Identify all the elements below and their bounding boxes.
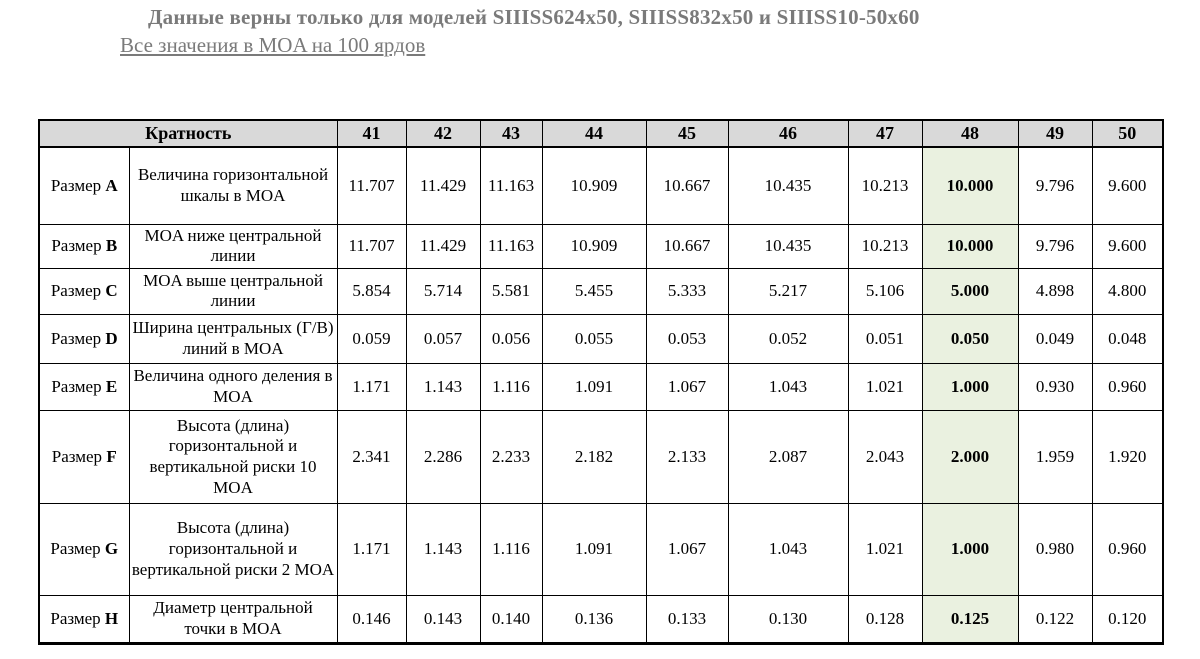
value-cell-C-46: 5.217 [728, 268, 848, 314]
value-cell-G-44: 1.091 [542, 503, 646, 595]
value-cell-H-46: 0.130 [728, 595, 848, 643]
value-cell-D-45: 0.053 [646, 314, 728, 363]
value-cell-E-42: 1.143 [406, 363, 480, 410]
value-cell-H-49: 0.122 [1018, 595, 1092, 643]
row-description-D: Ширина центральных (Г/В) линий в MOA [129, 314, 337, 363]
value-cell-F-43: 2.233 [480, 410, 542, 503]
value-cell-A-46: 10.435 [728, 147, 848, 224]
value-cell-G-45: 1.067 [646, 503, 728, 595]
value-cell-B-49: 9.796 [1018, 224, 1092, 268]
row-label-A: Размер A [39, 147, 129, 224]
value-cell-F-41: 2.341 [337, 410, 406, 503]
value-cell-D-50: 0.048 [1092, 314, 1163, 363]
magnification-header-48: 48 [922, 120, 1018, 147]
value-cell-G-42: 1.143 [406, 503, 480, 595]
value-cell-B-50: 9.600 [1092, 224, 1163, 268]
value-cell-G-41: 1.171 [337, 503, 406, 595]
value-cell-B-42: 11.429 [406, 224, 480, 268]
table-row-D [39, 314, 1163, 363]
value-cell-G-48: 1.000 [922, 503, 1018, 595]
value-cell-H-41: 0.146 [337, 595, 406, 643]
page-title: Данные верны только для моделей SIIISS624x50, SIIISS832x50 и SIIISS10-50x60 [148, 5, 920, 29]
value-cell-C-44: 5.455 [542, 268, 646, 314]
value-cell-F-42: 2.286 [406, 410, 480, 503]
magnification-header-43: 43 [480, 120, 542, 147]
row-label-E: Размер E [39, 363, 129, 410]
value-cell-H-45: 0.133 [646, 595, 728, 643]
table-row-G [39, 503, 1163, 595]
value-cell-C-43: 5.581 [480, 268, 542, 314]
value-cell-B-44: 10.909 [542, 224, 646, 268]
value-cell-F-44: 2.182 [542, 410, 646, 503]
value-cell-D-46: 0.052 [728, 314, 848, 363]
value-cell-A-50: 9.600 [1092, 147, 1163, 224]
table-header-row [39, 120, 1163, 147]
table-row-F [39, 410, 1163, 503]
moa-values-table [38, 119, 1164, 645]
magnification-header-49: 49 [1018, 120, 1092, 147]
value-cell-A-41: 11.707 [337, 147, 406, 224]
value-cell-D-44: 0.055 [542, 314, 646, 363]
page-subtitle: Все значения в MOA на 100 ярдов [120, 33, 426, 57]
value-cell-A-43: 11.163 [480, 147, 542, 224]
value-cell-E-41: 1.171 [337, 363, 406, 410]
value-cell-E-48: 1.000 [922, 363, 1018, 410]
table-row-A [39, 147, 1163, 224]
value-cell-G-50: 0.960 [1092, 503, 1163, 595]
value-cell-F-49: 1.959 [1018, 410, 1092, 503]
value-cell-C-49: 4.898 [1018, 268, 1092, 314]
value-cell-C-41: 5.854 [337, 268, 406, 314]
magnification-corner-header: Кратность [39, 120, 337, 147]
page-header [0, 5, 1200, 58]
value-cell-H-44: 0.136 [542, 595, 646, 643]
value-cell-D-42: 0.057 [406, 314, 480, 363]
value-cell-C-45: 5.333 [646, 268, 728, 314]
row-label-G: Размер G [39, 503, 129, 595]
value-cell-D-41: 0.059 [337, 314, 406, 363]
value-cell-E-50: 0.960 [1092, 363, 1163, 410]
magnification-header-46: 46 [728, 120, 848, 147]
value-cell-A-44: 10.909 [542, 147, 646, 224]
value-cell-H-42: 0.143 [406, 595, 480, 643]
table-row-C [39, 268, 1163, 314]
value-cell-F-45: 2.133 [646, 410, 728, 503]
value-cell-F-50: 1.920 [1092, 410, 1163, 503]
value-cell-B-47: 10.213 [848, 224, 922, 268]
value-cell-B-48: 10.000 [922, 224, 1018, 268]
value-cell-B-43: 11.163 [480, 224, 542, 268]
table-row-B [39, 224, 1163, 268]
magnification-header-44: 44 [542, 120, 646, 147]
value-cell-F-48: 2.000 [922, 410, 1018, 503]
value-cell-C-42: 5.714 [406, 268, 480, 314]
row-description-G: Высота (длина) горизонтальной и вертикальной риски 2 MOA [129, 503, 337, 595]
row-label-F: Размер F [39, 410, 129, 503]
value-cell-D-49: 0.049 [1018, 314, 1092, 363]
row-description-C: MOA выше центральной линии [129, 268, 337, 314]
value-cell-G-43: 1.116 [480, 503, 542, 595]
row-description-F: Высота (длина) горизонтальной и вертикальной риски 10 MOA [129, 410, 337, 503]
row-description-H: Диаметр центральной точки в MOA [129, 595, 337, 643]
magnification-header-45: 45 [646, 120, 728, 147]
value-cell-E-46: 1.043 [728, 363, 848, 410]
value-cell-B-46: 10.435 [728, 224, 848, 268]
value-cell-A-48: 10.000 [922, 147, 1018, 224]
value-cell-C-50: 4.800 [1092, 268, 1163, 314]
table-body [39, 147, 1163, 643]
row-label-H: Размер H [39, 595, 129, 643]
table-row-H [39, 595, 1163, 643]
value-cell-F-46: 2.087 [728, 410, 848, 503]
value-cell-B-45: 10.667 [646, 224, 728, 268]
magnification-header-41: 41 [337, 120, 406, 147]
row-description-A: Величина горизонтальной шкалы в MOA [129, 147, 337, 224]
value-cell-G-46: 1.043 [728, 503, 848, 595]
value-cell-E-44: 1.091 [542, 363, 646, 410]
value-cell-D-47: 0.051 [848, 314, 922, 363]
magnification-header-50: 50 [1092, 120, 1163, 147]
row-description-B: MOA ниже центральной линии [129, 224, 337, 268]
value-cell-E-47: 1.021 [848, 363, 922, 410]
value-cell-A-42: 11.429 [406, 147, 480, 224]
row-label-B: Размер B [39, 224, 129, 268]
value-cell-H-48: 0.125 [922, 595, 1018, 643]
value-cell-A-45: 10.667 [646, 147, 728, 224]
value-cell-G-49: 0.980 [1018, 503, 1092, 595]
row-description-E: Величина одного деления в MOA [129, 363, 337, 410]
row-label-C: Размер C [39, 268, 129, 314]
value-cell-E-45: 1.067 [646, 363, 728, 410]
value-cell-C-48: 5.000 [922, 268, 1018, 314]
value-cell-C-47: 5.106 [848, 268, 922, 314]
value-cell-G-47: 1.021 [848, 503, 922, 595]
value-cell-E-49: 0.930 [1018, 363, 1092, 410]
value-cell-H-43: 0.140 [480, 595, 542, 643]
value-cell-A-47: 10.213 [848, 147, 922, 224]
row-label-D: Размер D [39, 314, 129, 363]
value-cell-F-47: 2.043 [848, 410, 922, 503]
magnification-header-42: 42 [406, 120, 480, 147]
table-row-E [39, 363, 1163, 410]
value-cell-E-43: 1.116 [480, 363, 542, 410]
value-cell-H-50: 0.120 [1092, 595, 1163, 643]
value-cell-B-41: 11.707 [337, 224, 406, 268]
value-cell-H-47: 0.128 [848, 595, 922, 643]
value-cell-D-43: 0.056 [480, 314, 542, 363]
value-cell-A-49: 9.796 [1018, 147, 1092, 224]
magnification-header-47: 47 [848, 120, 922, 147]
value-cell-D-48: 0.050 [922, 314, 1018, 363]
